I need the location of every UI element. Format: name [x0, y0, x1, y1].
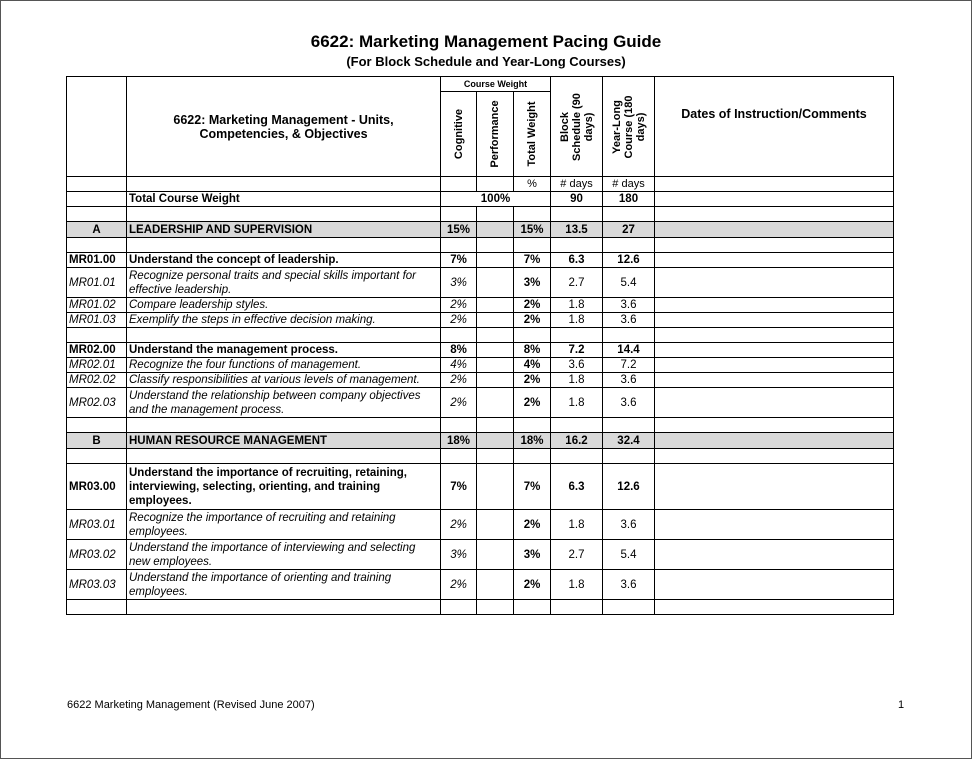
row-description: Understand the importance of orienting and training employees. [127, 570, 441, 600]
row-code: MR03.01 [67, 510, 127, 540]
objective-row [67, 570, 894, 600]
row-cognitive: 15% [441, 222, 477, 238]
row-cognitive: 2% [441, 298, 477, 313]
row-performance [477, 464, 514, 510]
header-total-weight-cell [514, 92, 551, 177]
row-cognitive: 2% [441, 373, 477, 388]
competency-row [67, 343, 894, 358]
row-block-days: 16.2 [551, 433, 603, 449]
row-description: Recognize personal traits and special skills important for effective leadership. [127, 268, 441, 298]
row-block-days: 2.7 [551, 268, 603, 298]
row-description: Recognize the importance of recruiting and retaining employees. [127, 510, 441, 540]
row-total-weight: 4% [514, 358, 551, 373]
objective-row [67, 510, 894, 540]
spacer-row [67, 418, 894, 433]
row-year-days: 3.6 [603, 510, 655, 540]
row-comments [655, 298, 894, 313]
footer-text: 6622 Marketing Management (Revised June 2007) [67, 699, 315, 711]
spacer-row [67, 207, 894, 222]
objective-row [67, 540, 894, 570]
row-total-weight: 2% [514, 388, 551, 418]
row-code: MR03.00 [67, 464, 127, 510]
row-total-weight: 2% [514, 298, 551, 313]
row-block-days: 1.8 [551, 510, 603, 540]
row-total-weight: 3% [514, 268, 551, 298]
row-cognitive: 3% [441, 540, 477, 570]
row-comments [655, 570, 894, 600]
row-cognitive: 18% [441, 433, 477, 449]
row-comments [655, 510, 894, 540]
row-performance [477, 358, 514, 373]
spacer-row [67, 449, 894, 464]
header-dates: Dates of Instruction/Comments [655, 77, 894, 177]
row-cognitive: 2% [441, 313, 477, 328]
row-description: Understand the importance of recruiting, retaining, interviewing, selecting, orienting, and training employees. [127, 464, 441, 510]
row-block-days: 1.8 [551, 388, 603, 418]
row-performance [477, 222, 514, 238]
header-days-year: # days [603, 177, 655, 192]
row-total-weight: 2% [514, 373, 551, 388]
row-code: MR01.03 [67, 313, 127, 328]
row-year-days: 3.6 [603, 313, 655, 328]
row-performance [477, 540, 514, 570]
row-cognitive: 4% [441, 358, 477, 373]
header-days-block: # days [551, 177, 603, 192]
spacer-row [67, 600, 894, 615]
row-description: Understand the relationship between company objectives and the management process. [127, 388, 441, 418]
row-year-days: 32.4 [603, 433, 655, 449]
row-comments [655, 358, 894, 373]
row-cognitive: 7% [441, 253, 477, 268]
row-performance [477, 253, 514, 268]
header-main: 6622: Marketing Management - Units, Competencies, & Objectives [127, 77, 441, 177]
row-description: Understand the importance of interviewing and selecting new employees. [127, 540, 441, 570]
row-code: MR02.00 [67, 343, 127, 358]
header-total-weight: Total Weight [526, 101, 538, 167]
row-description: Understand the management process. [127, 343, 441, 358]
objective-row [67, 388, 894, 418]
row-description: LEADERSHIP AND SUPERVISION [127, 222, 441, 238]
row-total-weight: 2% [514, 510, 551, 540]
row-description: Compare leadership styles. [127, 298, 441, 313]
row-year-days: 12.6 [603, 464, 655, 510]
objective-row [67, 313, 894, 328]
row-performance [477, 388, 514, 418]
objective-row [67, 268, 894, 298]
row-total-weight: 18% [514, 433, 551, 449]
header-block-cell [551, 77, 603, 177]
row-total-weight: 8% [514, 343, 551, 358]
header-performance: Performance [489, 100, 501, 168]
row-performance [477, 373, 514, 388]
row-block-days: 1.8 [551, 298, 603, 313]
row-block-days: 2.7 [551, 540, 603, 570]
row-comments [655, 540, 894, 570]
header-cognitive-cell [441, 92, 477, 177]
row-cognitive: 7% [441, 464, 477, 510]
header-course-weight: Course Weight [441, 77, 551, 92]
total-block: 90 [551, 192, 603, 207]
objective-row [67, 358, 894, 373]
row-cognitive: 2% [441, 510, 477, 540]
header-performance-cell [477, 92, 514, 177]
row-description: Classify responsibilities at various levels of management. [127, 373, 441, 388]
row-description: Exemplify the steps in effective decision making. [127, 313, 441, 328]
row-cognitive: 8% [441, 343, 477, 358]
row-performance [477, 433, 514, 449]
row-cognitive: 2% [441, 570, 477, 600]
row-block-days: 7.2 [551, 343, 603, 358]
row-comments [655, 313, 894, 328]
row-performance [477, 313, 514, 328]
spacer-row [67, 238, 894, 253]
row-code: MR03.02 [67, 540, 127, 570]
total-weight: 100% [441, 192, 551, 207]
unit-row [67, 222, 894, 238]
page-number: 1 [898, 699, 905, 711]
row-block-days: 1.8 [551, 313, 603, 328]
row-comments [655, 373, 894, 388]
objective-row [67, 373, 894, 388]
unit-row [67, 433, 894, 449]
row-year-days: 5.4 [603, 268, 655, 298]
row-comments [655, 433, 894, 449]
row-comments [655, 464, 894, 510]
row-description: Understand the concept of leadership. [127, 253, 441, 268]
header-code-cell [67, 77, 127, 177]
row-year-days: 3.6 [603, 388, 655, 418]
total-label: Total Course Weight [127, 192, 441, 207]
row-cognitive: 2% [441, 388, 477, 418]
row-block-days: 3.6 [551, 358, 603, 373]
row-year-days: 3.6 [603, 373, 655, 388]
row-total-weight: 7% [514, 253, 551, 268]
row-year-days: 5.4 [603, 540, 655, 570]
spacer-row [67, 328, 894, 343]
row-total-weight: 2% [514, 570, 551, 600]
document-title: 6622: Marketing Management Pacing Guide [310, 32, 662, 51]
row-comments [655, 268, 894, 298]
pacing-table [66, 76, 894, 615]
row-comments [655, 343, 894, 358]
row-code: MR02.03 [67, 388, 127, 418]
row-year-days: 3.6 [603, 570, 655, 600]
header-cognitive: Cognitive [452, 108, 465, 160]
row-total-weight: 2% [514, 313, 551, 328]
row-total-weight: 3% [514, 540, 551, 570]
row-block-days: 13.5 [551, 222, 603, 238]
row-description: HUMAN RESOURCE MANAGEMENT [127, 433, 441, 449]
header-yearlong: Year-Long Course (180 days) [610, 95, 647, 158]
row-total-weight: 7% [514, 464, 551, 510]
total-year: 180 [603, 192, 655, 207]
row-code: MR01.02 [67, 298, 127, 313]
row-code: B [67, 433, 127, 449]
competency-row [67, 464, 894, 510]
objective-row [67, 298, 894, 313]
document-subtitle: (For Block Schedule and Year-Long Courses) [346, 54, 626, 69]
row-code: MR01.00 [67, 253, 127, 268]
row-performance [477, 268, 514, 298]
row-description: Recognize the four functions of management. [127, 358, 441, 373]
row-code: MR01.01 [67, 268, 127, 298]
row-year-days: 3.6 [603, 298, 655, 313]
row-year-days: 27 [603, 222, 655, 238]
row-comments [655, 222, 894, 238]
row-code: MR02.01 [67, 358, 127, 373]
row-comments [655, 388, 894, 418]
row-block-days: 6.3 [551, 253, 603, 268]
row-performance [477, 343, 514, 358]
row-block-days: 1.8 [551, 373, 603, 388]
row-performance [477, 510, 514, 540]
row-total-weight: 15% [514, 222, 551, 238]
row-performance [477, 570, 514, 600]
row-block-days: 6.3 [551, 464, 603, 510]
row-code: A [67, 222, 127, 238]
row-comments [655, 253, 894, 268]
row-year-days: 14.4 [603, 343, 655, 358]
row-year-days: 12.6 [603, 253, 655, 268]
row-year-days: 7.2 [603, 358, 655, 373]
header-block: Block Schedule (90 days) [558, 92, 595, 161]
competency-row [67, 253, 894, 268]
row-code: MR03.03 [67, 570, 127, 600]
header-year-cell [603, 77, 655, 177]
row-block-days: 1.8 [551, 570, 603, 600]
row-performance [477, 298, 514, 313]
header-pct: % [514, 177, 551, 192]
row-code: MR02.02 [67, 373, 127, 388]
row-cognitive: 3% [441, 268, 477, 298]
